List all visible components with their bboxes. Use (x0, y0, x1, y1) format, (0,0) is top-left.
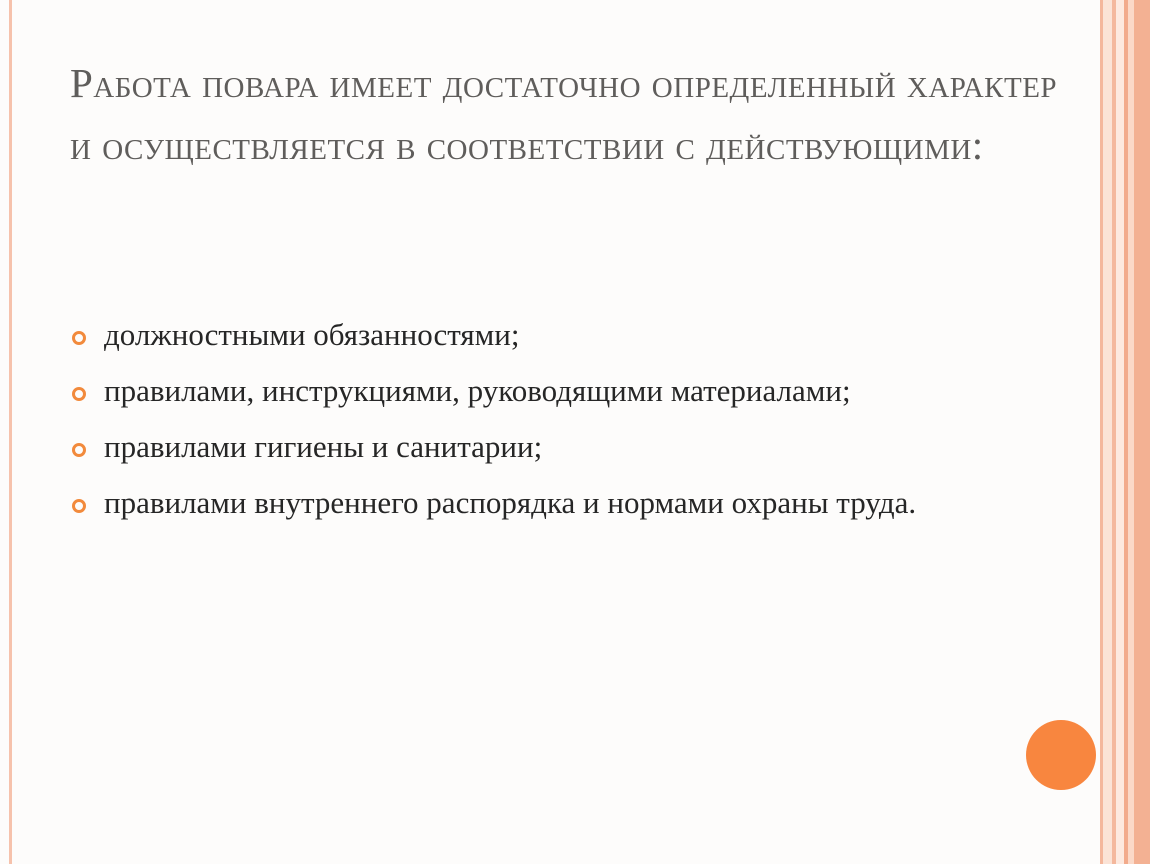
bullet-text: правилами внутреннего распорядка и нормами охраны труда. (104, 485, 917, 520)
orange-circle-decoration (1026, 720, 1096, 790)
bullet-text: правилами, инструкциями, руководящими материалами; (104, 373, 851, 408)
bullet-list (72, 314, 1032, 538)
ring-bullet-icon (72, 499, 86, 513)
slide-title: Работа повара имеет достаточно определенный характер и осуществляется в соответствии с действующими: (70, 60, 1058, 168)
ring-bullet-icon (72, 443, 86, 457)
stripe (1116, 0, 1124, 864)
bullet-item (72, 370, 1032, 411)
ring-bullet-icon (72, 387, 86, 401)
stripe (1134, 0, 1150, 864)
ring-bullet-icon (72, 331, 86, 345)
left-border-line (9, 0, 12, 864)
right-decorative-stripes (1100, 0, 1150, 864)
bullet-item (72, 314, 1032, 355)
bullet-text: должностными обязанностями; (104, 317, 520, 352)
bullet-item (72, 426, 1032, 467)
stripe (1103, 0, 1112, 864)
bullet-text: правилами гигиены и санитарии; (104, 429, 543, 464)
bullet-item (72, 482, 1032, 523)
